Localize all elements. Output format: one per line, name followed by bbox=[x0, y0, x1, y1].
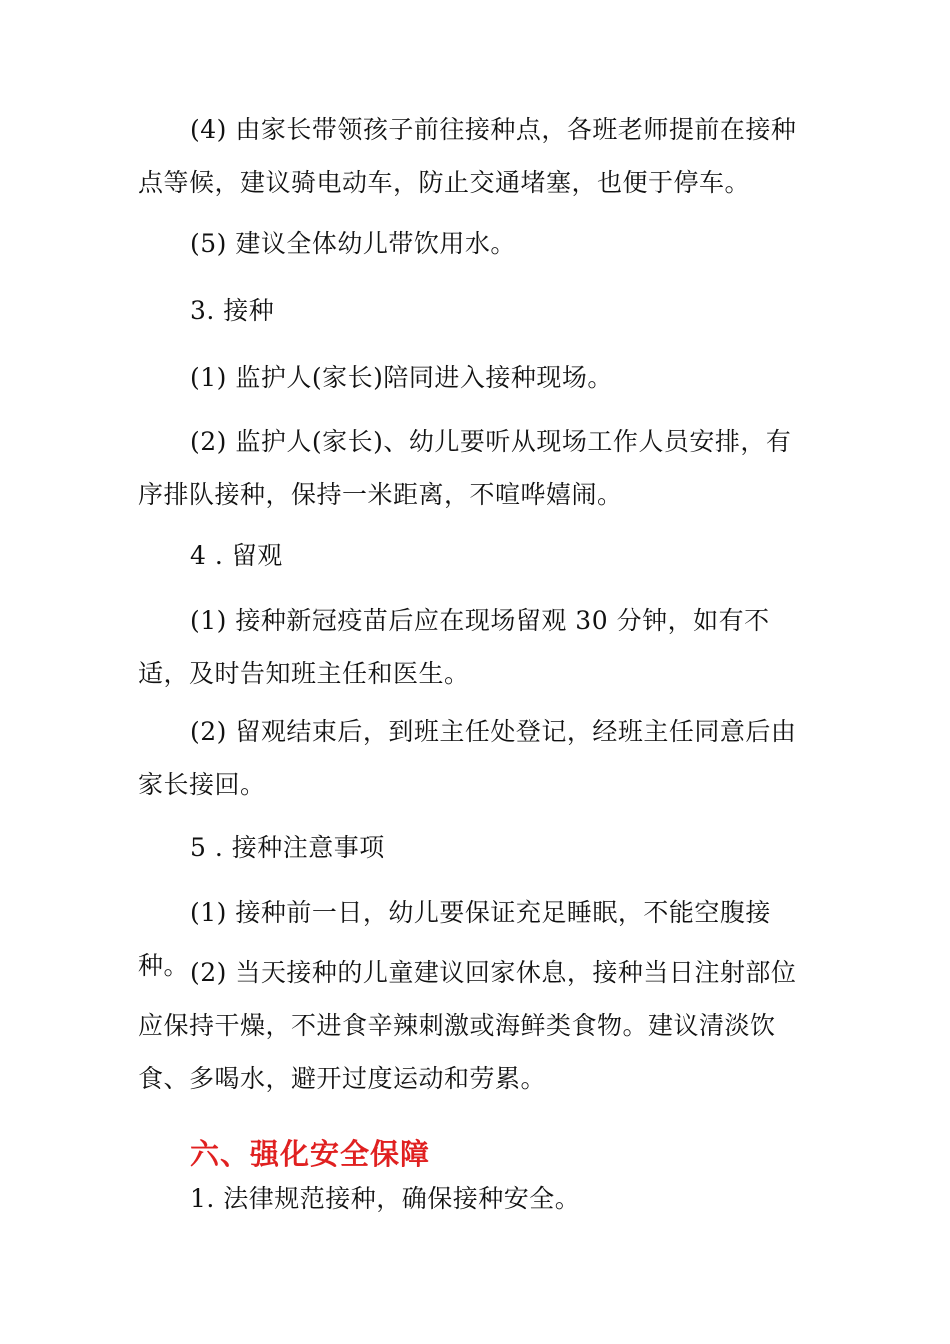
paragraph-precautions-1: (1) 接种前一日，幼儿要保证充足睡眠，不能空腹接种。 bbox=[138, 898, 771, 980]
paragraph-observation-2: (2) 留观结束后，到班主任处登记，经班主任同意后由家长接回。 bbox=[138, 717, 797, 799]
paragraph-observation-1: (1) 接种新冠疫苗后应在现场留观 30 分钟，如有不适，及时告知班主任和医生。 bbox=[138, 606, 770, 688]
subheading-observation: 4 . 留观 bbox=[190, 541, 283, 570]
subheading-precautions: 5 . 接种注意事项 bbox=[190, 833, 385, 862]
section-heading: 六、强化安全保障 bbox=[190, 1137, 431, 1171]
paragraph-vaccination-1: (1) 监护人(家长)陪同进入接种现场。 bbox=[190, 363, 613, 392]
paragraph-precautions-2: (2) 当天接种的儿童建议回家休息，接种当日注射部位应保持干燥，不进食辛辣刺激或海鲜类食物。建议清淡饮食、多喝水，避开过度运动和劳累。 bbox=[138, 958, 797, 1093]
paragraph-4-2: (5) 建议全体幼儿带饮用水。 bbox=[190, 229, 516, 258]
paragraph-4-1: (4) 由家长带领孩子前往接种点，各班老师提前在接种点等候，建议骑电动车，防止交通堵塞，也便于停车。 bbox=[138, 115, 797, 197]
paragraph-safety-1: 1. 法律规范接种，确保接种安全。 bbox=[190, 1184, 581, 1213]
paragraph-vaccination-2: (2) 监护人(家长)、幼儿要听从现场工作人员安排，有序排队接种，保持一米距离，不喧哗嬉闹。 bbox=[138, 427, 792, 509]
subheading-vaccination: 3. 接种 bbox=[190, 296, 275, 325]
